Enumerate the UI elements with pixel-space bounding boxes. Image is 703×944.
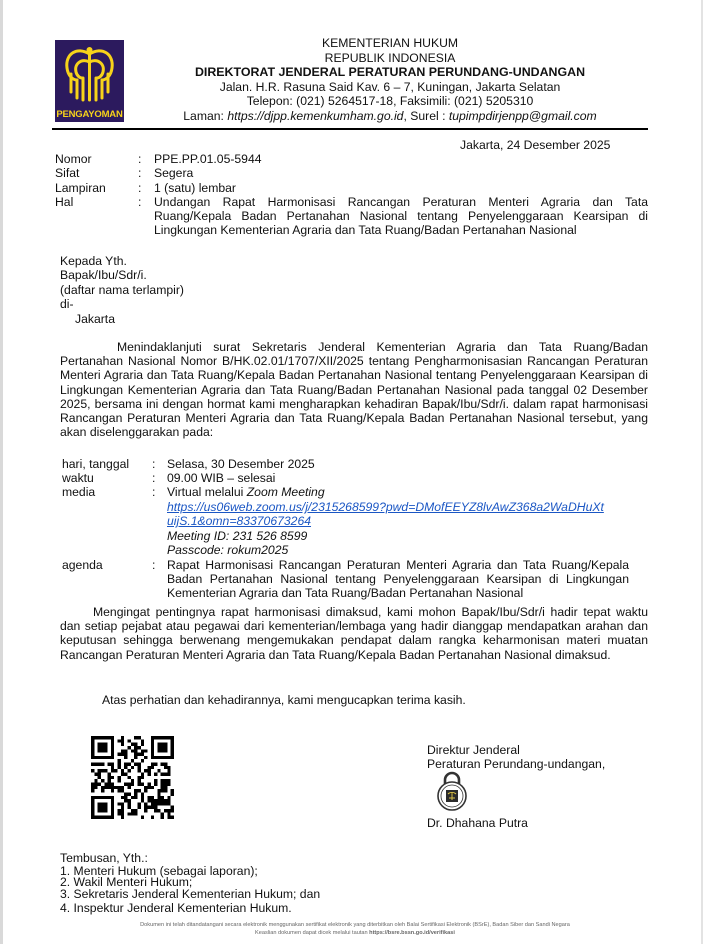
letterhead-phone: Telepon: (021) 5264517-18, Faksimili: (021) 5205310	[246, 94, 534, 109]
letterhead-divider	[52, 128, 648, 130]
recipient-city: Jakarta	[75, 312, 115, 326]
page-left-edge	[0, 0, 3, 944]
footer-line-1: Dokumen ini telah ditandatangani secara elektronik menggunakan sertifikat elektronik yang diterbitkan oleh Balai Sertifikasi Elektronik (BSrE), Badan Siber dan Sandi Negara	[140, 922, 570, 928]
detail-time-value: 09.00 WIB – selesai	[167, 471, 276, 485]
web-prefix: Laman:	[183, 108, 228, 123]
detail-agenda-colon: :	[152, 558, 156, 572]
letter-date: Jakarta, 24 Desember 2025	[460, 138, 611, 152]
letterhead-address: Jalan. H.R. Rasuna Said Kav. 6 – 7, Kuningan, Jakarta Selatan	[219, 79, 561, 94]
nomor-label: Nomor	[55, 152, 92, 166]
body-paragraph-2: Mengingat pentingnya rapat harmonisasi dimaksud, kami mohon Bapak/Ibu/Sdr/i hadir tepat waktu dan setiap pejabat atau pegawai dari kementerian/lembaga yang hadir dianggap mendapatkan arahan dan keputusan sehingga berwenang mengemukakan pendapat dalam rangka keharmonisan materi muatan Rancangan Peraturan Menteri Agraria dan Tata Ruang/Kepala Badan Pertanahan Nasional dimaksud.	[60, 605, 648, 662]
qr-code-icon	[91, 736, 174, 819]
pengayoman-tree-icon	[55, 40, 124, 110]
nomor-colon: :	[138, 152, 142, 166]
letterhead	[130, 36, 650, 124]
email-link[interactable]: tupimpdirjenpp@gmail.com	[448, 108, 597, 123]
meeting-passcode: Passcode: rokum2025	[167, 543, 289, 557]
lampiran-colon: :	[138, 181, 142, 195]
detail-date-label: hari, tanggal	[62, 457, 130, 471]
signature-title-2: Peraturan Perundang-undangan,	[427, 757, 606, 771]
hal-label: Hal	[55, 195, 74, 209]
detail-media-value	[167, 485, 627, 499]
letterhead-country: REPUBLIK INDONESIA	[324, 50, 456, 65]
footer-prefix: Keaslian dokumen dapat dicek melalui tautan	[255, 930, 370, 936]
recipient-salutation: Kepada Yth.	[60, 254, 127, 268]
logo-caption: PENGAYOMAN	[56, 109, 123, 120]
media-app: Zoom Meeting	[246, 485, 325, 499]
hal-colon: :	[138, 195, 142, 209]
letterhead-web-line	[130, 109, 650, 124]
signatory-name: Dr. Dhahana Putra	[427, 816, 528, 830]
sifat-colon: :	[138, 166, 142, 180]
recipient-name: Bapak/Ibu/Sdr/i.	[60, 268, 147, 282]
letterhead-directorate: DIREKTORAT JENDERAL PERATURAN PERUNDANG-UNDANGAN	[194, 65, 586, 80]
zoom-link-line-1[interactable]: https://us06web.zoom.us/j/2315268599?pwd=DMofEEYZ8lvAwZ368a2WaDHuXt	[167, 500, 604, 514]
email-prefix: , Surel :	[403, 108, 449, 123]
detail-media-label: media	[62, 485, 96, 499]
pengayoman-logo	[55, 40, 124, 122]
website-link[interactable]: https://djpp.kemenkumham.go.id	[227, 108, 404, 123]
signature-title-1: Direktur Jenderal	[427, 743, 520, 757]
lampiran-label: Lampiran	[55, 181, 106, 195]
tembusan-item-1: 1. Menteri Hukum (sebagai laporan);	[60, 864, 258, 878]
detail-agenda-label: agenda	[62, 558, 103, 572]
nomor-value: PPE.PP.01.05-5944	[154, 152, 262, 166]
media-prefix: Virtual melalui	[167, 485, 247, 499]
esign-footer	[95, 921, 615, 937]
detail-date-value: Selasa, 30 Desember 2025	[167, 457, 315, 471]
detail-time-colon: :	[152, 471, 156, 485]
zoom-link-line-2[interactable]: uijS.1&omn=83370673264	[167, 514, 312, 528]
sifat-label: Sifat	[55, 166, 80, 180]
hal-value: Undangan Rapat Harmonisasi Rancangan Peraturan Menteri Agraria dan Tata Ruang/Kepala Badan Pertanahan Nasional tentang Penyelenggaraan Kearsipan di Lingkungan Kementerian Agraria dan Tata Ruang/Badan Pertanahan Nasional	[154, 195, 648, 238]
body-paragraph-1: Menindaklanjuti surat Sekretaris Jenderal Kementerian Agraria dan Tata Ruang/Badan Pertanahan Nasional Nomor B/HK.02.01/1707/XII/2025 tentang Pengharmonisasian Rancangan Peraturan Menteri Agraria dan Tata Ruang/Kepala Badan Pertanahan Nasional tentang Penyelenggaraan Kearsipan di Lingkungan Kementerian Agraria dan Tata Ruang/Badan Pertanahan Nasional pada tanggal 02 Desember 2025, bersama ini dengan hormat kami mengharapkan kehadiran Bapak/Ibu/Sdr/i. dalam rapat harmonisasi Rancangan Peraturan Menteri Agraria dan Tata Ruang/Kepala Badan Pertanahan Nasional tersebut, yang akan diselenggarakan pada:	[60, 340, 648, 440]
sifat-value: Segera	[154, 166, 194, 180]
detail-date-colon: :	[152, 457, 156, 471]
body-paragraph-3: Atas perhatian dan kehadirannya, kami mengucapkan terima kasih.	[102, 693, 466, 707]
detail-agenda-value: Rapat Harmonisasi Rancangan Peraturan Menteri Agraria dan Tata Ruang/Kepala Badan Pertanahan Nasional tentang Penyelenggaraan Kearsipan di Lingkungan Kementerian Agraria dan Tata Ruang/Badan Pertanahan Nasional	[167, 558, 629, 601]
meeting-id: Meeting ID: 231 526 8599	[167, 529, 308, 543]
tembusan-item-4: 4. Inspektur Jenderal Kementerian Hukum.	[60, 901, 292, 915]
tembusan-title: Tembusan, Yth.:	[60, 851, 148, 865]
digital-signature-seal-icon	[436, 771, 468, 811]
verification-link[interactable]: https://bsre.bssn.go.id/verifikasi	[369, 930, 455, 936]
recipient-note: (daftar nama terlampir)	[60, 283, 184, 297]
tembusan-item-2: 2. Wakil Menteri Hukum;	[60, 875, 193, 889]
detail-media-colon: :	[152, 485, 156, 499]
lampiran-value: 1 (satu) lembar	[154, 181, 236, 195]
letterhead-ministry: KEMENTERIAN HUKUM	[321, 36, 459, 50]
detail-time-label: waktu	[62, 471, 94, 485]
footer-line-2	[95, 929, 615, 937]
recipient-di: di-	[60, 297, 74, 311]
tembusan-item-3: 3. Sekretaris Jenderal Kementerian Hukum; dan	[60, 887, 321, 901]
